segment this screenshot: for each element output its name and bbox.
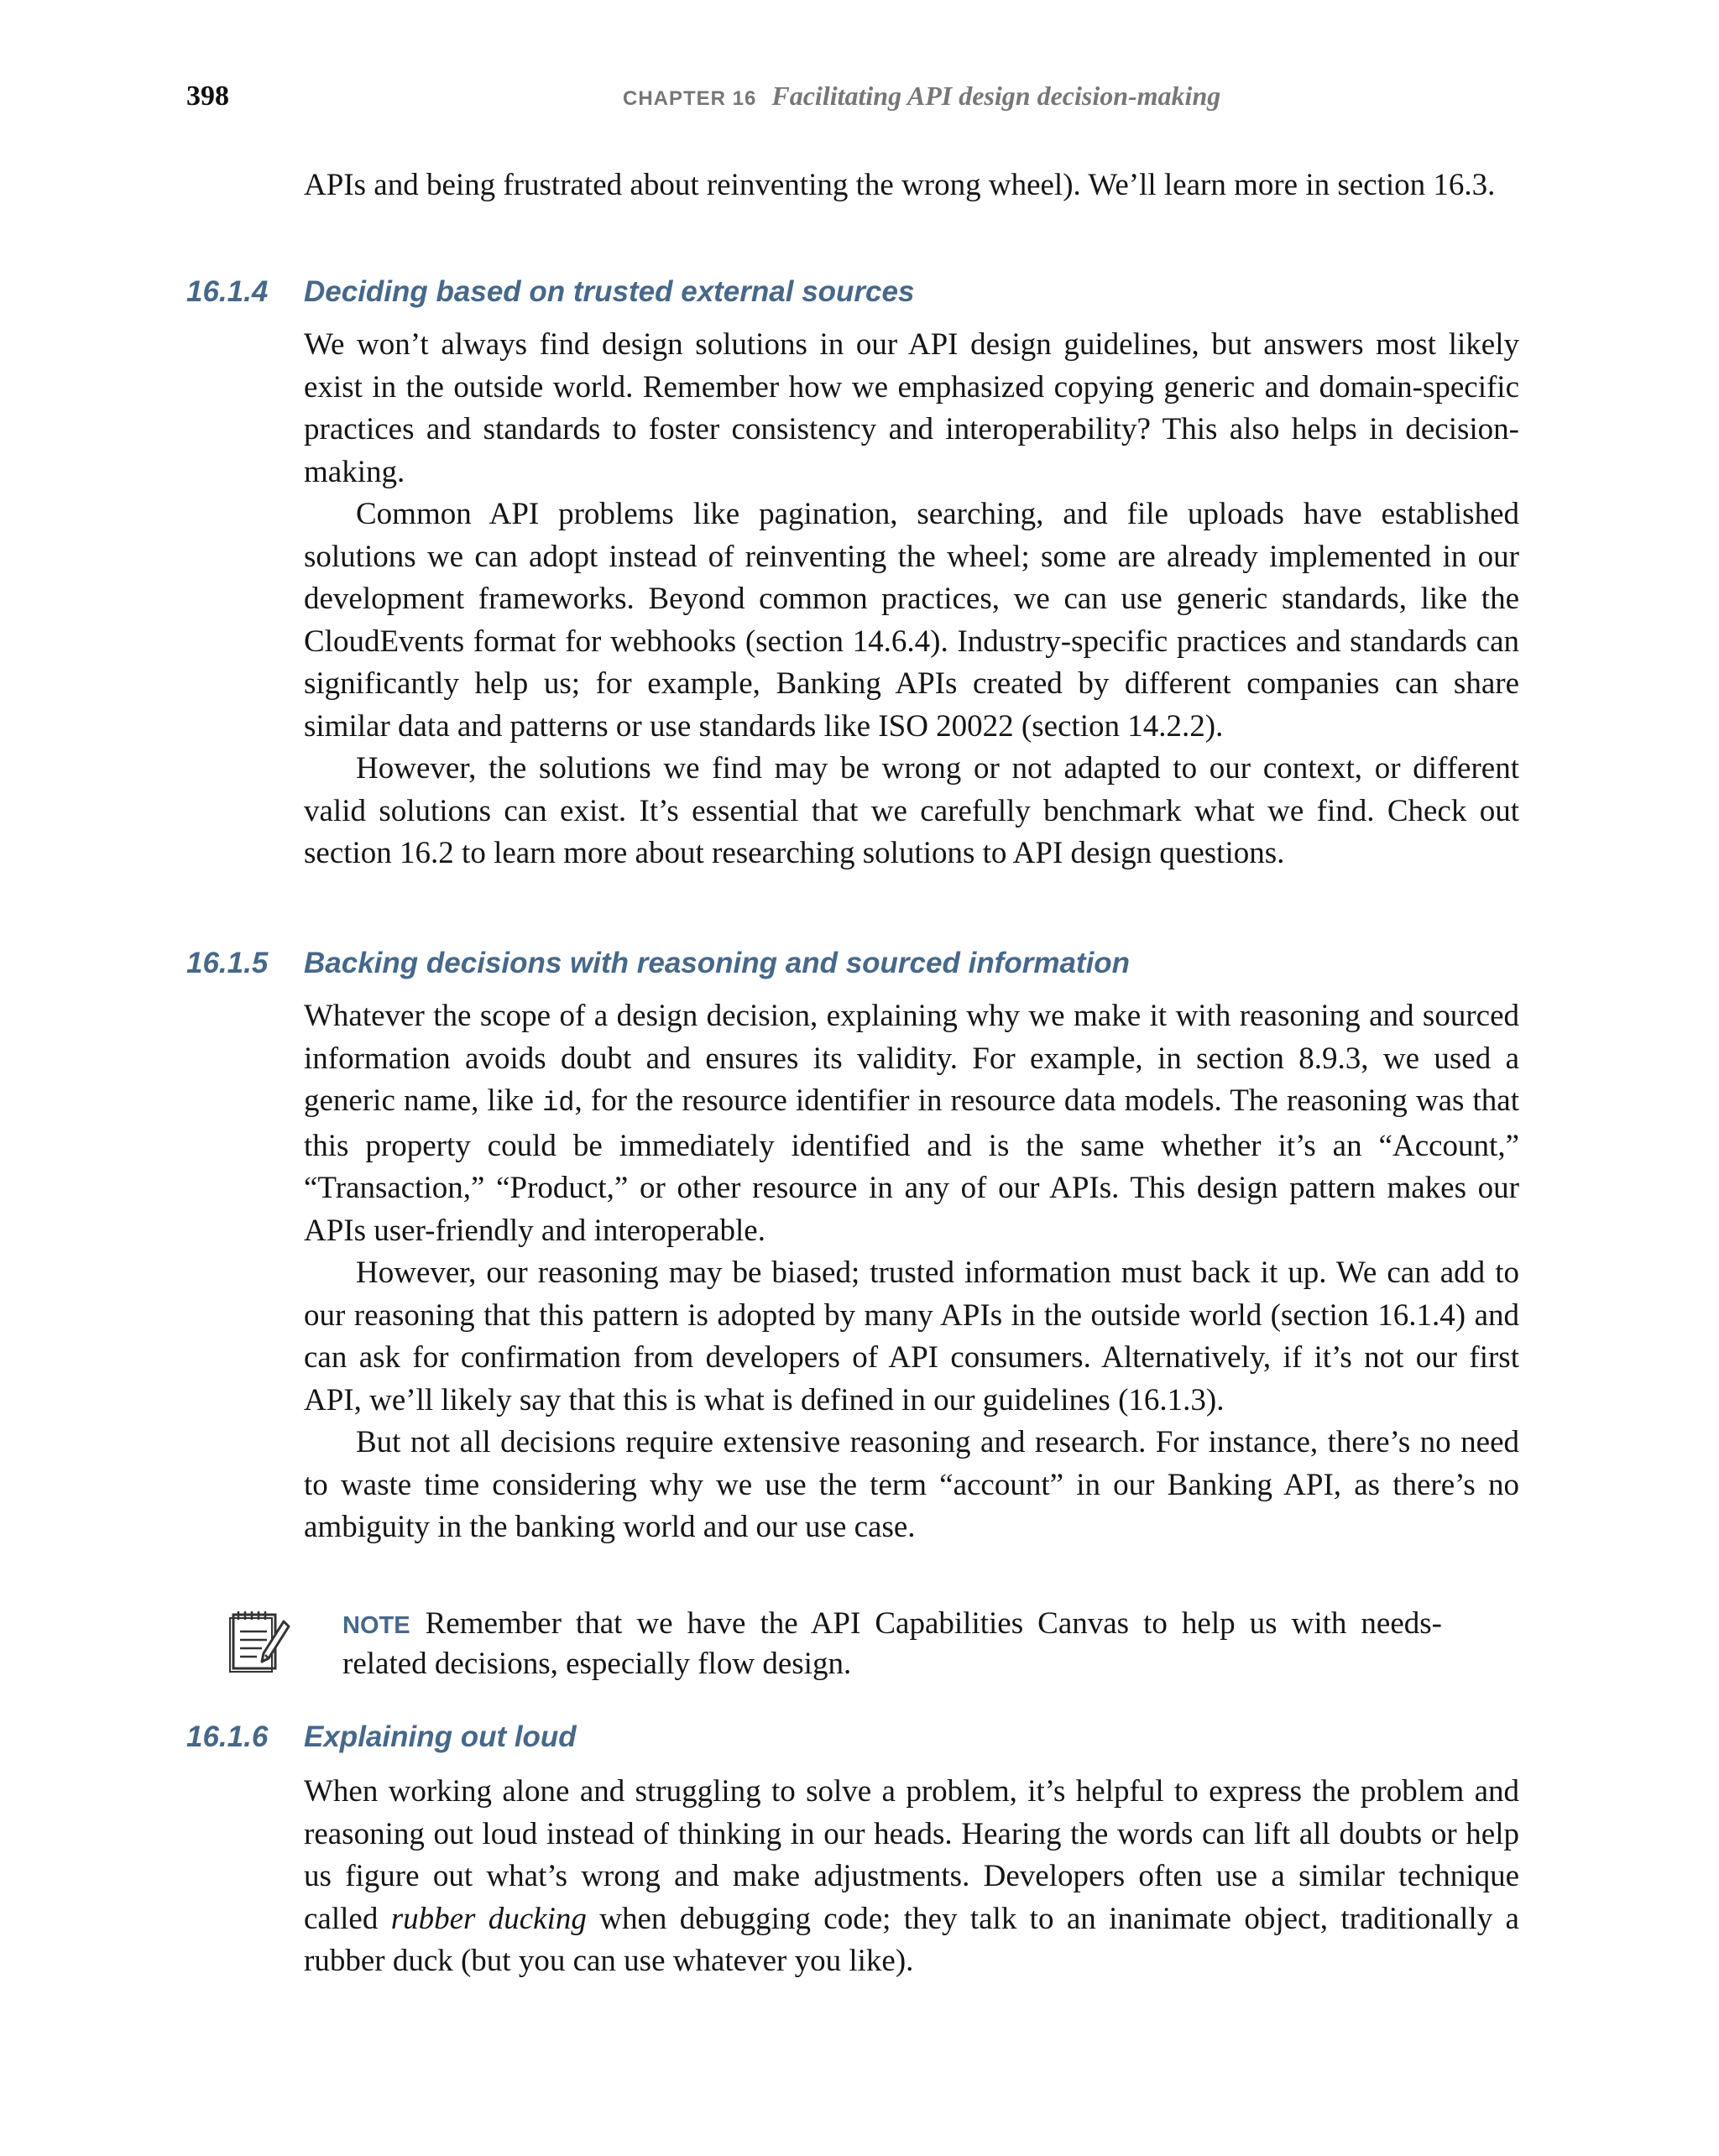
- section-heading-16-1-4: [186, 275, 914, 309]
- section-body-16-1-5: [304, 995, 1519, 1549]
- section-title: Deciding based on trusted external sources: [304, 275, 915, 308]
- paragraph: But not all decisions require extensive reasoning and research. For instance, there’s no need to waste time considering why we use the term “account” in our Banking API, as there’s no ambiguity in the banking world and our use case.: [304, 1425, 1519, 1544]
- chapter-title: Facilitating API design decision-making: [771, 81, 1221, 111]
- running-head: [623, 81, 1220, 112]
- chapter-label: CHAPTER 16: [623, 87, 757, 110]
- text-run: When working alone and struggling to solve a problem, it’s helpful to express the problem and reasoning out loud instead of thinking in our heads. Hearing the words can lift all doubts or help us figure out what’s wrong and make adjustments. Developers often use a similar technique called: [304, 1774, 1519, 1936]
- section-title: Backing decisions with reasoning and sourced information: [304, 947, 1131, 979]
- section-number: 16.1.6: [186, 1720, 269, 1753]
- paragraph: [304, 995, 1519, 1252]
- note-text: Remember that we have the API Capabilities Canvas to help us with needs-related decisions, especially flow design.: [342, 1606, 1442, 1681]
- section-heading-16-1-5: [186, 947, 1130, 980]
- text-run: Whatever the scope of a design decision, explaining why we make it with reasoning and sourced information avoids doubt and ensures its validity. For example, in section 8.9.3, we used a generic name, like: [304, 999, 1519, 1118]
- page-number: 398: [186, 81, 229, 112]
- note-label: NOTE: [342, 1612, 410, 1639]
- emphasis: rubber ducking: [390, 1901, 587, 1936]
- inline-code: id: [542, 1088, 575, 1119]
- section-body-16-1-4: [304, 324, 1519, 875]
- section-number: 16.1.5: [186, 947, 269, 979]
- paragraph: Common API problems like pagination, searching, and file uploads have established solutions we can adopt instead of reinventing the wheel; some are already implemented in our development frameworks. Beyond common practices, we can use generic standards, like the CloudEvents format for webhooks (section 14.6.4). Industry-specific practices and standards can significantly help us; for example, Banking APIs created by different companies can share similar data and patterns or use standards like ISO 20022 (section 14.2.2).: [304, 497, 1519, 744]
- paragraph: However, our reasoning may be biased; trusted information must back it up. We can add to our reasoning that this pattern is adopted by many APIs in the outside world (section 16.1.4) and can ask for confirmation from developers of API consumers. Alternatively, if it’s not our first API, we’ll likely say that this is what is defined in our guidelines (16.1.3).: [304, 1255, 1519, 1417]
- note-box: [342, 1605, 1442, 1684]
- intro-paragraph: [304, 164, 1519, 207]
- section-heading-16-1-6: [186, 1720, 577, 1754]
- note-icon: [228, 1606, 292, 1677]
- paragraph: However, the solutions we find may be wrong or not adapted to our context, or different valid solutions can exist. It’s essential that we carefully benchmark what we find. Check out section 16.2 to learn more about researching solutions to API design questions.: [304, 751, 1519, 870]
- text-run: when debugging code; they talk to an inanimate object, traditionally a rubber duck (but you can use whatever you like).: [304, 1901, 1519, 1978]
- section-body-16-1-6: [304, 1771, 1519, 1983]
- text-run: , for the resource identifier in resource data models. The reasoning was that this property could be immediately identified and is the same whether it’s an “Account,” “Transaction,” “Product,” or other resource in any of our APIs. This design pattern makes our APIs user-friendly and interoperable.: [304, 1083, 1520, 1248]
- intro-text: APIs and being frustrated about reinventing the wrong wheel). We’ll learn more in section 16.3.: [304, 168, 1496, 202]
- paragraph: We won’t always find design solutions in our API design guidelines, but answers most likely exist in the outside world. Remember how we emphasized copying generic and domain-specific practices and standards to foster consistency and interoperability? This also helps in decision-making.: [304, 327, 1519, 489]
- section-number: 16.1.4: [186, 275, 269, 308]
- paragraph: [304, 1771, 1519, 1983]
- section-title: Explaining out loud: [304, 1720, 577, 1753]
- running-header: [186, 81, 1536, 121]
